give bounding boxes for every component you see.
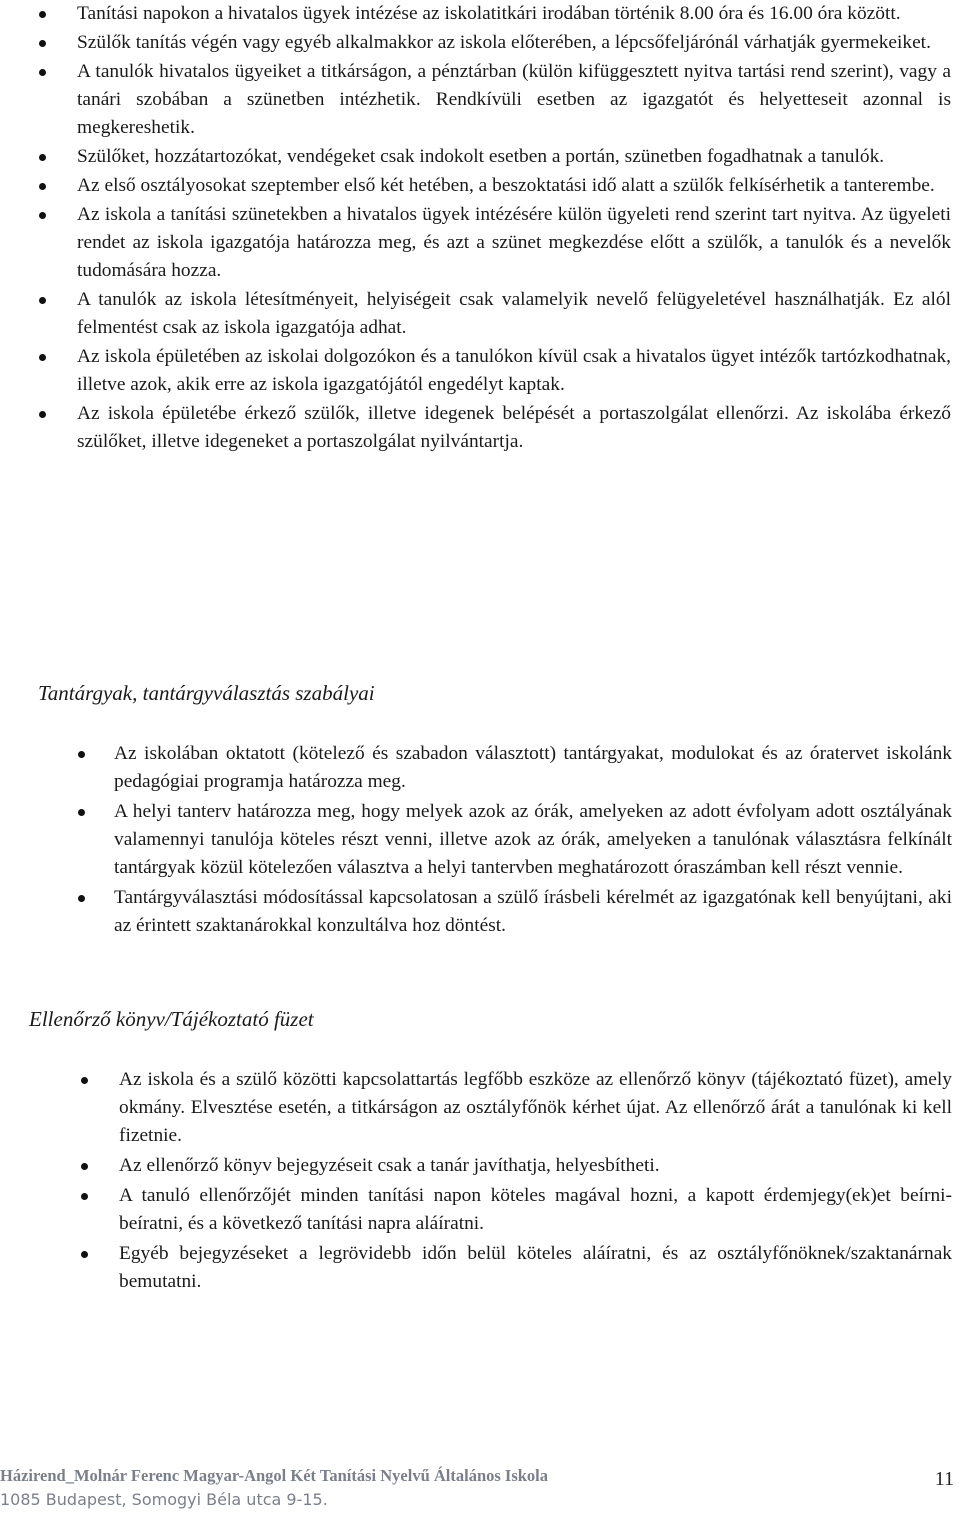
list-item bbox=[77, 343, 951, 399]
list-item bbox=[114, 740, 952, 796]
list-item-text: A helyi tanterv határozza meg, hogy melyek azok az órák, amelyeken az adott évfolyam adott osztályának valamennyi tanulója köteles részt venni, illetve azok az órák, amelyeken a tanulónak választásra felkínált tantárgyak közül kötelezően választva a helyi tantervben meghatározott óraszámban kell részt vennie. bbox=[114, 801, 952, 878]
bullet-icon bbox=[78, 809, 85, 816]
intro-bullet-list bbox=[77, 0, 951, 457]
bullet-icon bbox=[39, 11, 46, 18]
list-item-text: A tanulók az iskola létesítményeit, helyiségeit csak valamelyik nevelő felügyeletével használhatják. Ez alól felmentést csak az iskola igazgatója adhat. bbox=[77, 289, 951, 338]
list-item bbox=[119, 1066, 952, 1150]
list-item bbox=[114, 884, 952, 940]
bullet-icon bbox=[81, 1077, 88, 1084]
list-item bbox=[119, 1152, 952, 1180]
list-item bbox=[77, 143, 951, 171]
list-item-text: Az iskola épületébe érkező szülők, illetve idegenek belépését a portaszolgálat ellenőrzi. Az iskolába érkező szülőket, illetve idegeneket a portaszolgálat nyilvántartja. bbox=[77, 403, 951, 452]
list-item bbox=[77, 286, 951, 342]
bullet-icon bbox=[78, 751, 85, 758]
list-item-text: Szülők tanítás végén vagy egyéb alkalmakkor az iskola előterében, a lépcsőfeljárónál várhatják gyermekeiket. bbox=[77, 32, 931, 53]
list-item-text: Tantárgyválasztási módosítással kapcsolatosan a szülő írásbeli kérelmét az igazgatónak kell benyújtani, aki az érintett szaktanárokkal konzultálva hoz döntést. bbox=[114, 887, 952, 936]
footer-address: 1085 Budapest, Somogyi Béla utca 9-15. bbox=[0, 1490, 328, 1509]
list-item bbox=[77, 29, 951, 57]
list-item bbox=[119, 1240, 952, 1296]
list-item-text: Az iskola a tanítási szünetekben a hivatalos ügyek intézésére külön ügyeleti rend szerint tart nyitva. Az ügyeleti rendet az iskola igazgatója határozza meg, és azt a szünet megkezdése előtt a szülők, a tanulók és a nevelők tudomására hozza. bbox=[77, 204, 951, 281]
bullet-icon bbox=[78, 895, 85, 902]
list-item-text: Az ellenőrző könyv bejegyzéseit csak a tanár javíthatja, helyesbítheti. bbox=[119, 1155, 660, 1176]
bullet-icon bbox=[81, 1251, 88, 1258]
bullet-icon bbox=[39, 297, 46, 304]
bullet-icon bbox=[39, 411, 46, 418]
list-item bbox=[77, 201, 951, 285]
list-item bbox=[114, 798, 952, 882]
list-item-text: A tanuló ellenőrzőjét minden tanítási napon köteles magával hozni, a kapott érdemjegy(ek)et beírni-beíratni, és a következő tanítási napra aláíratni. bbox=[119, 1185, 952, 1234]
list-item bbox=[77, 172, 951, 200]
bullet-icon bbox=[39, 69, 46, 76]
list-item bbox=[77, 0, 951, 28]
list-item-text: A tanulók hivatalos ügyeiket a titkárságon, a pénztárban (külön kifüggesztett nyitva tartási rend szerint), vagy a tanári szobában a szünetben intézhetik. Rendkívüli esetben az igazgatót és helyetteseit azonnal is megkereshetik. bbox=[77, 61, 951, 138]
bullet-icon bbox=[39, 154, 46, 161]
list-item-text: Az első osztályosokat szeptember első két hetében, a beszoktatási idő alatt a szülők felkísérhetik a tanterembe. bbox=[77, 175, 935, 196]
footer-title: Házirend_Molnár Ferenc Magyar-Angol Két Tanítási Nyelvű Általános Iskola bbox=[0, 1466, 549, 1485]
list-item-text: Tanítási napokon a hivatalos ügyek intézése az iskolatitkári irodában történik 8.00 óra és 16.00 óra között. bbox=[77, 3, 901, 24]
bullet-icon bbox=[81, 1193, 88, 1200]
list-item bbox=[77, 400, 951, 456]
bullet-icon bbox=[39, 183, 46, 190]
bullet-icon bbox=[81, 1163, 88, 1170]
book-bullet-list bbox=[119, 1066, 952, 1298]
bullet-icon bbox=[39, 212, 46, 219]
list-item bbox=[119, 1182, 952, 1238]
bullet-icon bbox=[39, 354, 46, 361]
list-item-text: Egyéb bejegyzéseket a legrövidebb időn belül köteles aláíratni, és az osztályfőnöknek/szaktanárnak bemutatni. bbox=[119, 1243, 952, 1292]
list-item-text: Szülőket, hozzátartozókat, vendégeket csak indokolt esetben a portán, szünetben fogadhatnak a tanulók. bbox=[77, 146, 885, 167]
list-item bbox=[77, 58, 951, 142]
subjects-bullet-list bbox=[114, 740, 952, 942]
list-item-text: Az iskola és a szülő közötti kapcsolattartás legfőbb eszköze az ellenőrző könyv (tájékoztató füzet), amely okmány. Elvesztése esetén, a titkárságon az osztályfőnök kérhet újat. Az ellenőrző árát a tanulónak ki kell fizetnie. bbox=[119, 1069, 952, 1146]
list-item-text: Az iskolában oktatott (kötelező és szabadon választott) tantárgyakat, modulokat és az óratervet iskolánk pedagógiai programja határozza meg. bbox=[114, 743, 952, 792]
section-heading-subjects: Tantárgyak, tantárgyválasztás szabályai bbox=[38, 681, 375, 705]
page-number: 11 bbox=[934, 1468, 954, 1490]
bullet-icon bbox=[39, 40, 46, 47]
section-heading-book: Ellenőrző könyv/Tájékoztató füzet bbox=[29, 1007, 314, 1031]
list-item-text: Az iskola épületében az iskolai dolgozókon és a tanulókon kívül csak a hivatalos ügyet intézők tartózkodhatnak, illetve azok, akik erre az iskola igazgatójától engedélyt kaptak. bbox=[77, 346, 951, 395]
